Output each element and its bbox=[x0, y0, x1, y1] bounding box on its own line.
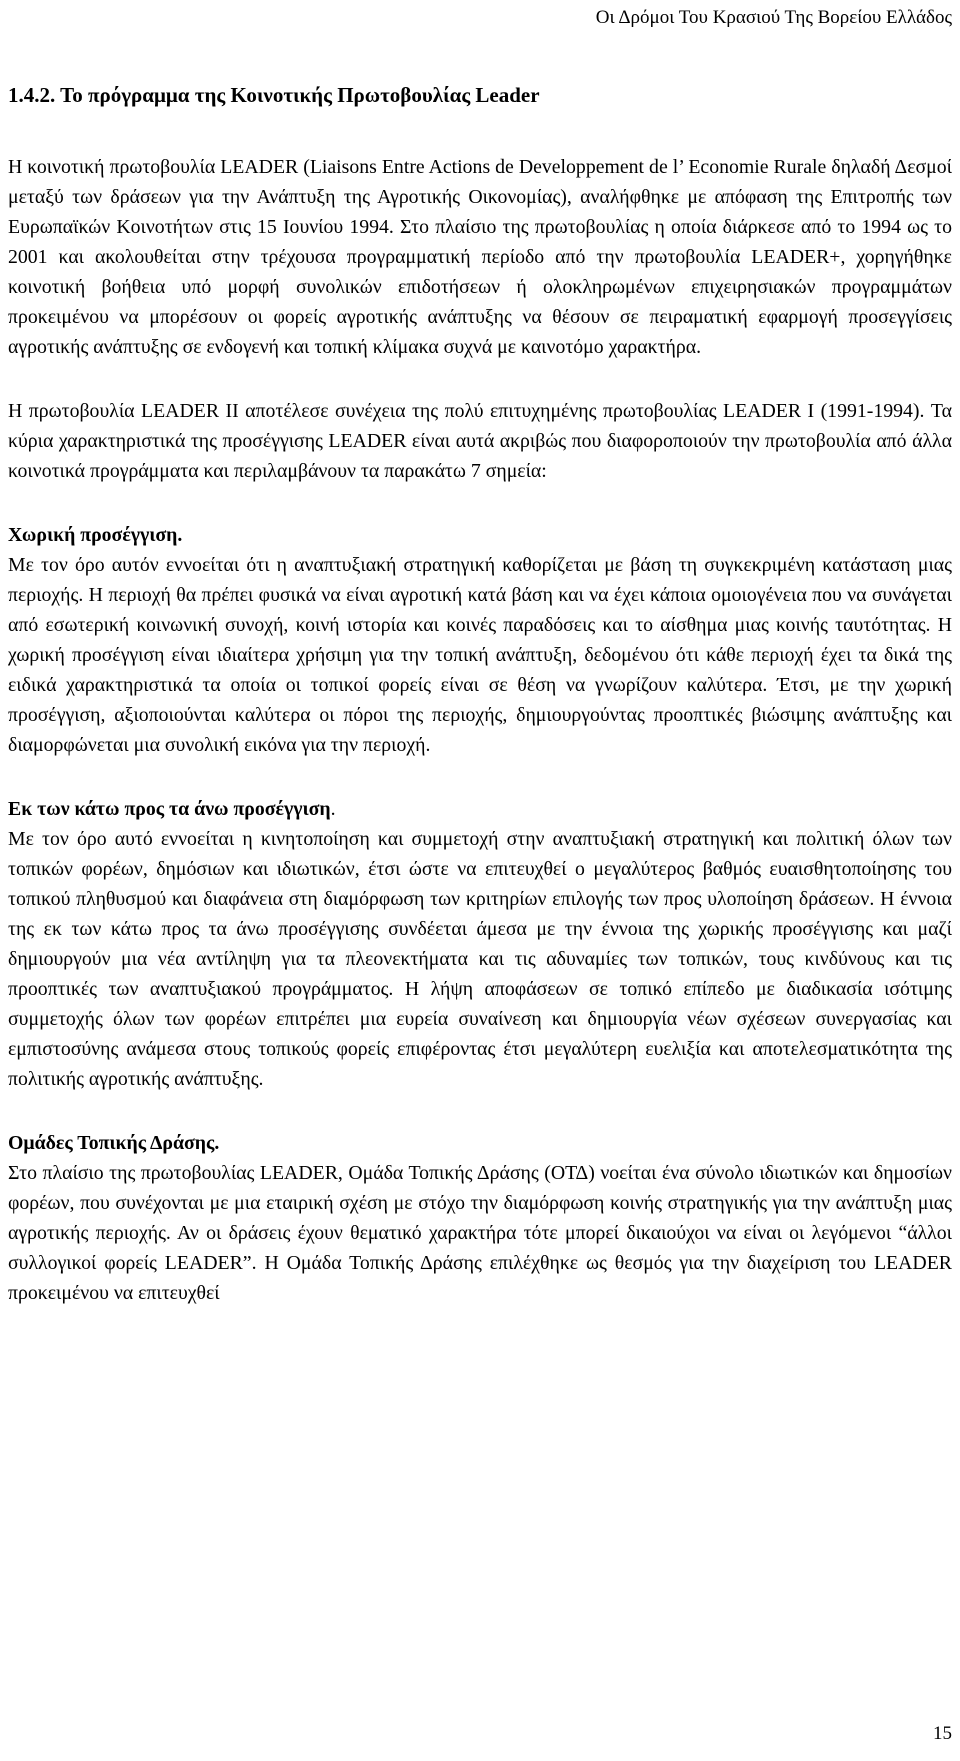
paragraph-leader-ii: Η πρωτοβουλία LEADER II αποτέλεσε συνέχεια της πολύ επιτυχημένης πρωτοβουλίας LEADER I (1991-1994). Τα κύρια χαρακτηριστικά της προσέγγισης LEADER είναι αυτά ακριβώς που διαφοροποιούν την πρωτοβουλία από άλλα κοινοτικά προγράμματα και περιλαμβάνουν τα παρακάτω 7 σημεία: bbox=[8, 400, 952, 482]
paragraph-local-action-groups: Στο πλαίσιο της πρωτοβουλίας LEADER, Ομάδα Τοπικής Δράσης (ΟΤΔ) νοείται ένα σύνολο ιδιωτικών και δημοσίων φορέων, που συνέχονται με μια εταιρική σχέση με στόχο την διαμόρφωση κοινής στρατηγικής για την ανάπτυξη μιας αγροτικής περιοχής. Αν οι δράσεις έχουν θεματικό χαρακτήρα τότε μπορεί δικαιούχοι να είναι οι λεγόμενοι “άλλοι συλλογικοί φορείς LEADER”. Η Ομάδα Τοπικής Δράσης επιλέχθηκε ως θεσμός για την διαχείριση του LEADER προκειμένου να επιτευχθεί bbox=[8, 1162, 952, 1304]
paragraph-spatial-approach: Με τον όρο αυτόν εννοείται ότι η αναπτυξιακή στρατηγική καθορίζεται με βάση τη συγκεκριμένη κατάσταση μιας περιοχής. Η περιοχή θα πρέπει φυσικά να είναι αγροτική κατά βάση και να έχει κάποια ομοιογένεια που να συνάγεται από εσωτερική κοινωνική συνοχή, κοινή ιστορία και κοινές παραδόσεις και το αίσθημα μιας κοινής ταυτότητας. Η χωρική προσέγγιση είναι ιδιαίτερα χρήσιμη για την τοπική ανάπτυξη, δεδομένου ότι κάθε περιοχή έχει τα δικά της ειδικά χαρακτηριστικά τα οποία οι τοπικοί φορείς είναι σε θέση να γνωρίζουν καλύτερα. Έτσι, με την χωρική προσέγγιση, αξιοποιούνται καλύτερα οι πόροι της περιοχής, δημιουργούντας προοπτικές βιώσιμης ανάπτυξης και διαμορφώνεται μια συνολική εικόνα για την περιοχή. bbox=[8, 554, 952, 756]
paragraph-intro: Η κοινοτική πρωτοβουλία LEADER (Liaisons Entre Actions de Developpement de l’ Economie Rurale δηλαδή Δεσμοί μεταξύ των δράσεων για την Ανάπτυξη της Αγροτικής Οικονομίας), αναλήφθηκε με απόφαση της Επιτροπής των Ευρωπαϊκών Κοινοτήτων στις 15 Ιουνίου 1994. Στο πλαίσιο της πρωτοβουλίας η οποία διάρκεσε από το 1994 ως το 2001 και ακολουθείται στην τρέχουσα προγραμματική περίοδο από την πρωτοβουλία LEADER+, χορηγήθηκε κοινοτική βοήθεια υπό μορφή συνολικών επιδοτήσεων ή ολοκληρωμένων επιχειρησιακών προγραμμάτων προκειμένου να μπορέσουν οι φορείς αγροτικής ανάπτυξης να θέσουν σε πειραματική εφαρμογή προσεγγίσεις αγροτικής ανάπτυξης σε ενδογενή και τοπική κλίμακα συχνά με καινοτόμο χαρακτήρα. bbox=[8, 156, 952, 358]
subheading-bottom-up-approach: Εκ των κάτω προς τα άνω προσέγγιση bbox=[8, 798, 331, 820]
subheading-bottom-up-suffix: . bbox=[330, 798, 336, 820]
subheading-spatial-approach: Χωρική προσέγγιση. bbox=[8, 524, 183, 546]
running-header: Οι Δρόμοι Του Κρασιού Της Βορείου Ελλάδος bbox=[595, 7, 952, 28]
page-number: 15 bbox=[933, 1723, 952, 1744]
section-heading: 1.4.2. Το πρόγραμμα της Κοινοτικής Πρωτοβουλίας Leader bbox=[8, 83, 540, 107]
subheading-local-action-groups: Ομάδες Τοπικής Δράσης. bbox=[8, 1132, 220, 1154]
subheading-bottom-up-approach-line bbox=[8, 794, 952, 824]
paragraph-bottom-up-approach: Με τον όρο αυτό εννοείται η κινητοποίηση και συμμετοχή στην αναπτυξιακή στρατηγική και πολιτική όλων των τοπικών φορέων, δημόσιων και ιδιωτικών, έτσι ώστε να επιτευχθεί ο μεγαλύτερος βαθμός ευαισθητοποίησης του τοπικού πληθυσμού και διαφάνεια στη διαμόρφωση των κριτηρίων επιλογής των προς υλοποίηση δράσεων. Η έννοια της εκ των κάτω προς τα άνω προσέγγισης συνδέεται άμεσα με την έννοια της χωρικής προσέγγισης και μαζί δημιουργούν μια νέα αντίληψη για τα πλεονεκτήματα και τις αδυναμίες των τοπικών, τους κινδύνους και τις προοπτικές των αναπτυξιακού προγράμματος. Η λήψη αποφάσεων σε τοπικό επίπεδο με διαδικασία ισότιμης συμμετοχής όλων των φορέων επιτρέπει μια ευρεία συναίνεση και δημιουργία νέων σχέσεων συνεργασίας και εμπιστοσύνης ανάμεσα στους τοπικούς φορείς επιφέροντας έτσι μεγαλύτερη ευελιξία και αποτελεσματικότητα της πολιτικής αγροτικής ανάπτυξης. bbox=[8, 828, 952, 1090]
document-body bbox=[8, 152, 952, 1308]
